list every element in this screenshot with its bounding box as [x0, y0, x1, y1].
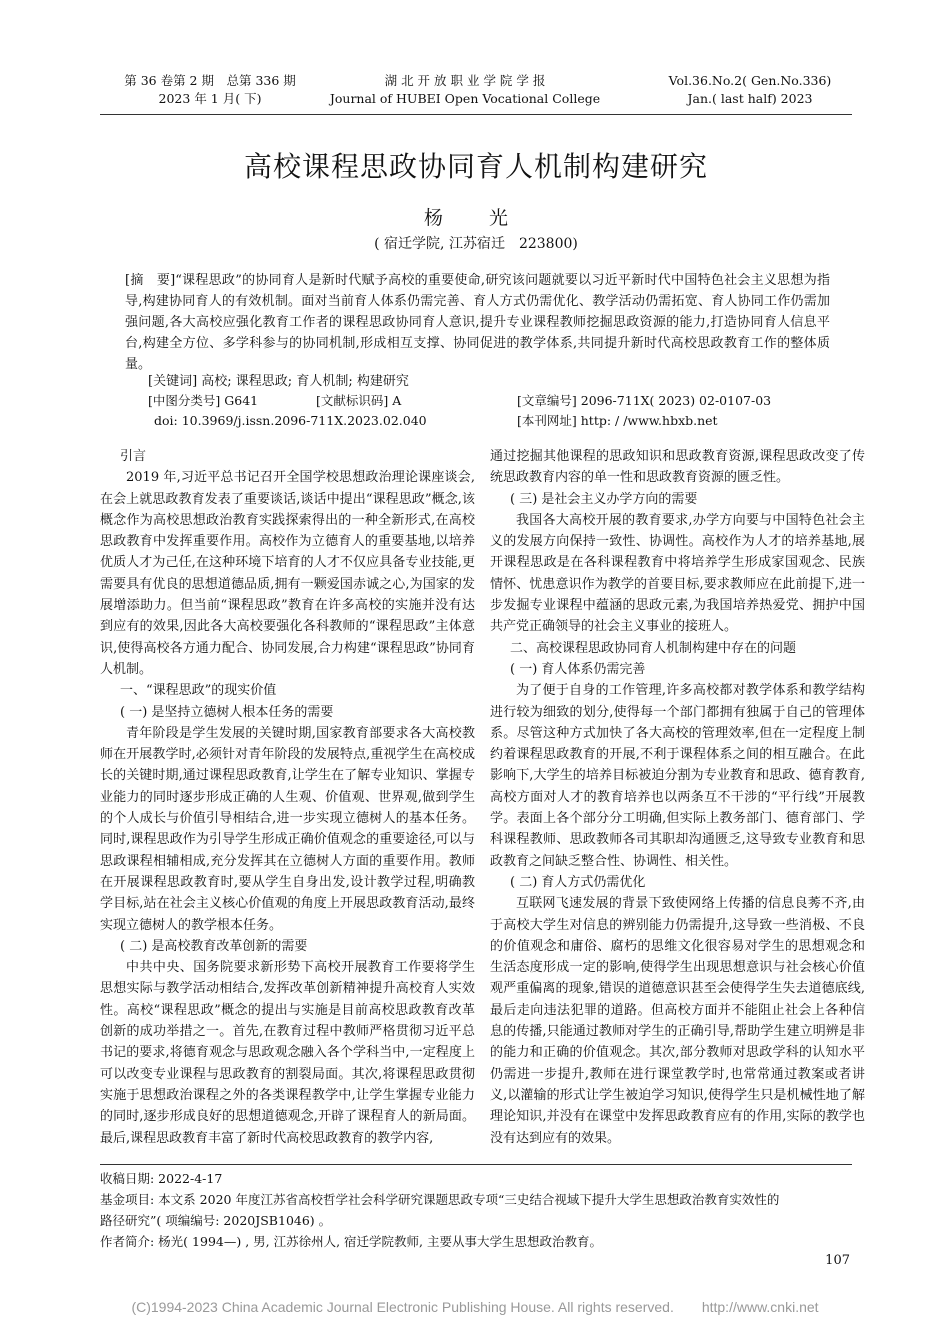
author-bio: 作者简介: 杨光( 1994—) , 男, 江苏徐州人, 宿迁学院教师, 主要从事大学生思想政治教育。	[100, 1234, 602, 1249]
paragraph: 青年阶段是学生发展的关键时期,国家教育部要求各大高校教师在开展教学时,必须针对青年阶段的发展特点,重视学生在高校成长的关键时期,通过课程思政教育,让学生在了解专业知识、掌握专业能力的同时逐步形成正确的人生观、价值观、世界观,做到学生的个人成长与价值引导相结合,进一步实现立德树人的基本任务。同时,课程思政作为引导学生形成正确价值观念的重要途径,可以与思政课程相辅相成,充分发挥其在立德树人方面的重要作用。教师在开展课程思政教育时,要从学生自身出发,设计教学过程,明确教学目标,站在社会主义核心价值观的角度上开展思政教育活动,最终实现立德树人的教学根本任务。	[100, 725, 475, 933]
subsection-heading-2-1: ( 一) 育人体系仍需完善	[510, 661, 646, 677]
fund-project: 基金项目: 本文系 2020 年度江苏省高校哲学社会科学研究课题思政专项“三史结合视域下提升大学生思想政治教育实效性的	[100, 1192, 780, 1207]
section-heading-2: 二、高校课程思政协同育人机制构建中存在的问题	[510, 640, 797, 656]
article-number-label: [文章编号]	[517, 393, 577, 408]
website-label: [本刊网址]	[517, 413, 577, 428]
clc-label: [中图分类号]	[148, 393, 221, 408]
paragraph: 为了便于自身的工作管理,许多高校都对教学体系和教学结构进行较为细致的划分,使得每一个部门都拥有独属于自己的管理体系。尽管这种方式加快了各大高校的管理效率,但在一定程度上制约着课程思政教育的开展,不利于课程体系之间的相互融合。在此影响下,大学生的培养目标被迫分割为专业教育和思政、德育教育,高校方面对人才的教育培养也以两条互不干涉的“平行线”开展教学。表面上各个部分分工明确,但实际上教务部门、德育部门、学科课程教师、思政教师各司其职却沟通匮乏,这导致专业教育和思政教育之间缺乏整合性、协调性、相关性。	[490, 683, 865, 869]
abstract-text: “课程思政”的协同育人是新时代赋予高校的重要使命,研究该问题就要以习近平新时代中国特色社会主义思想为指导,构建协同育人的有效机制。面对当前育人体系仍需完善、育人方式仍需优化、教学活动仍需拓宽、育人协同工作仍需加强问题,各大高校应强化教育工作者的课程思政协同育人意识,提升专业课程教师挖掘思政资源的能力,打造协同育人信息平台,构建全方位、多学科参与的协同机制,形成相互支撑、协同促进的教学体系,共同提升新时代高校思政教育工作的整体质量。	[125, 273, 830, 372]
footnotes	[100, 1168, 860, 1252]
paragraph: 中共中央、国务院要求新形势下高校开展教育工作要将学生思想实际与教学活动相结合,发挥改革创新精神提升高校育人实效性。高校“课程思政”概念的提出与实施是目前高校思政教育改革创新的成功举措之一。首先,在教育过程中教师严格贯彻习近平总书记的要求,将德育观念与思政观念融入各个学科当中,一定程度上可以改变专业课程与思政教育的割裂局面。其次,将课程思政贯彻实施于思想政治课程之外的各类课程教学中,让学生掌握专业能力的同时,逐步形成良好的思想道德观念,开辟了课程育人的新局面。最后,课程思政教育丰富了新时代高校思政教育的教学内容,	[100, 960, 475, 1146]
header-divider	[100, 114, 852, 115]
author-affiliation: ( 宿迁学院, 江苏宿迁 223800)	[374, 236, 578, 252]
article-number-value: 2096-711X( 2023) 02-0107-03	[580, 393, 772, 408]
journal-name-en: Journal of HUBEI Open Vocational College	[329, 91, 601, 106]
received-date: 收稿日期: 2022-4-17	[100, 1171, 223, 1186]
subsection-heading-1-3: ( 三) 是社会主义办学方向的需要	[510, 491, 698, 507]
journal-name-cn: 湖 北 开 放 职 业 学 院 学 报	[384, 73, 546, 88]
paragraph: 2019 年,习近平总书记召开全国学校思想政治理论课座谈会,在会上就思政教育发表了重要谈话,谈话中提出“课程思政”概念,该概念作为高校思想政治教育实践探索得出的一种全新形式,在高校思政教育中发挥重要作用。高校作为立德育人的重要基地,以培养优质人才为己任,在这种环境下培育的人才不仅应具备专业技能,更需要具有优良的思想道德品质,拥有一颗爱国赤诚之心,为国家的发展增添助力。但当前“课程思政”教育在许多高校的实施并没有达到应有的效果,因此各大高校要强化各科教师的“课程思政”主体意识,使得高校各方通力配合、协同发展,合力构建“课程思政”协同育人机制。	[100, 470, 475, 677]
keywords-text: 高校; 课程思政; 育人机制; 构建研究	[201, 374, 409, 389]
paper-title: 高校课程思政协同育人机制构建研究	[243, 150, 708, 183]
copyright-notice: (C)1994-2023 China Academic Journal Electronic Publishing House. All rights reserved. http://www.cnki.net	[131, 1299, 819, 1315]
paragraph: 我国各大高校开展的教育要求,办学方向要与中国特色社会主义的发展方向保持一致性、协调性。高校作为人才的培养基地,展开课程思政是在各科课程教育中将培养学生形成家国观念、民族情怀、忧患意识作为教学的首要目标,要求教师应在此前提下,进一步发掘专业课程中蕴涵的思政元素,为我国培养热爱党、拥护中国共产党正确领导的社会主义事业的接班人。	[490, 512, 865, 635]
issue-date: 2023 年 1 月( 下)	[158, 91, 262, 106]
subsection-heading-1-2: ( 二) 是高校教育改革创新的需要	[120, 938, 308, 954]
document-code-value: A	[392, 393, 402, 408]
article-number	[517, 391, 771, 410]
body-column-right	[490, 446, 865, 1149]
body-column-left	[100, 446, 475, 1149]
abstract-label: [摘 要]	[125, 273, 176, 288]
paragraph: 互联网飞速发展的背景下致使网络上传播的信息良莠不齐,由于高校大学生对信息的辨别能力仍需提升,这导致一些消极、不良的价值观念和庸俗、腐朽的思维文化很容易对学生的思想观念和生活态度形成一定的影响,使得学生出现思想意识与社会核心价值观严重偏离的现象,错误的道德意识甚至会使得学生失去道德底线,最后走向违法犯罪的道路。但高校方面并不能阻止社会上各种信息的传播,只能通过教师对学生的正确引导,帮助学生建立明辨是非的能力和正确的价值观念。其次,部分教师对思政学科的认知水平仍需进一步提升,教师在进行课堂教学时,也常常通过教案或者讲义,以灌输的形式让学生被迫学习知识,使得学生只是机械性地了解理论知识,并没有在课堂中发挥思政教育应有的作用,实际的教学也没有达到应有的效果。	[490, 896, 865, 1146]
journal-website	[517, 411, 718, 430]
author-name: 杨 光	[423, 207, 529, 229]
subsection-heading-2-2: ( 二) 育人方式仍需优化	[510, 874, 646, 890]
running-header-journal	[300, 72, 630, 108]
running-header-volume-en	[650, 72, 850, 108]
document-code-label: [文献标识码]	[316, 393, 389, 408]
paragraph-continued: 通过挖掘其他课程的思政知识和思政教育资源,课程思政改变了传统思政教育内容的单一性和思政教育资源的匮乏性。	[490, 449, 865, 486]
footnote-divider	[100, 1164, 852, 1165]
subsection-heading-1-1: ( 一) 是坚持立德树人根本任务的需要	[120, 704, 334, 720]
abstract	[125, 270, 830, 375]
website-value: http: / /www.hbxb.net	[580, 413, 718, 428]
fund-project-cont: 路径研究”( 项编编号: 2020JSB1046) 。	[100, 1213, 332, 1228]
section-heading-intro: 引言	[120, 449, 147, 464]
issue-date-en: Jan.( last half) 2023	[687, 91, 813, 106]
page-number: 107	[825, 1253, 850, 1268]
clc-value: G641	[224, 393, 259, 408]
volume-issue-en: Vol.36.No.2( Gen.No.336)	[668, 73, 832, 88]
document-code	[316, 391, 401, 410]
keywords-label: [关键词]	[148, 374, 198, 389]
section-heading-1: 一、“课程思政”的现实价值	[120, 683, 277, 699]
doi: doi: 10.3969/j.issn.2096-711X.2023.02.040	[154, 413, 427, 428]
keywords	[148, 372, 409, 391]
volume-issue: 第 36 卷第 2 期 总第 336 期	[124, 73, 296, 88]
clc-number	[148, 391, 258, 410]
running-header-volume	[100, 72, 320, 108]
